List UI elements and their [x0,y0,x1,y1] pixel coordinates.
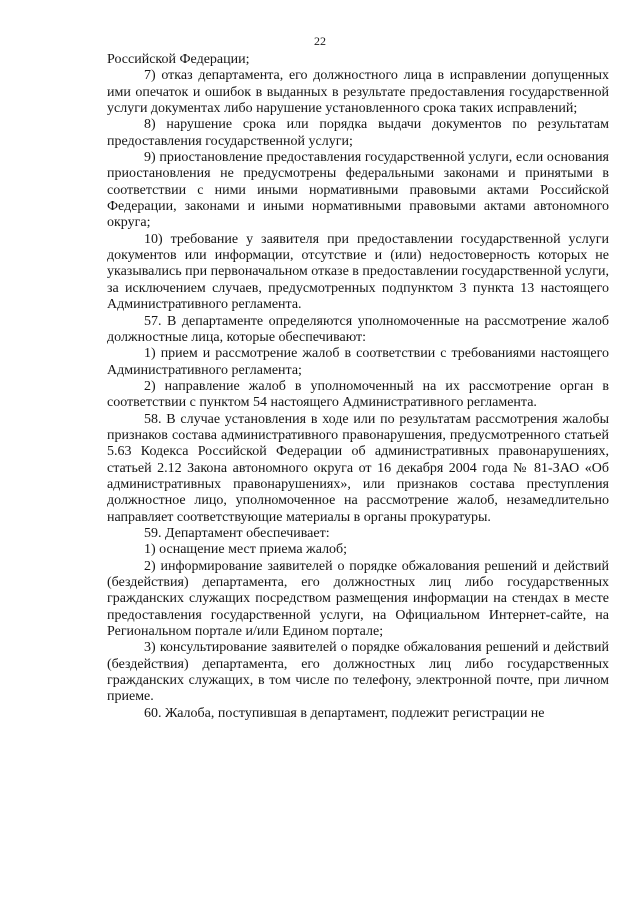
page-number: 22 [314,34,326,48]
paragraph-continuation: Российской Федерации; [107,52,250,67]
paragraph-57-item-2: 2) направление жалоб в уполномоченный на их рассмотрение орган в соответствии с пунктом 54 настоящего Административного регламента. [107,378,609,411]
paragraph-item-10: 10) требование у заявителя при предоставлении государственной услуги документов или информации, отсутствие и (или) недостоверность которых не указывались при первоначальном отказе в предоставлении государственной услуги, за исключением случаев, предусмотренных подпунктом 3 пункта 13 настоящего Административного регламента. [107,231,609,313]
document-body [107,52,609,722]
paragraph-section-59: 59. Департамент обеспечивает: [144,525,330,541]
paragraph-59-item-3: 3) консультирование заявителей о порядке обжалования решений и действий (бездействия) департамента, его должностных лиц либо государственных гражданских служащих, в том числе по телефону, электронной почте, при личном приеме. [107,640,609,705]
paragraph-section-60: 60. Жалоба, поступившая в департамент, подлежит регистрации не [144,705,545,721]
paragraph-section-58: 58. В случае установления в ходе или по результатам рассмотрения жалобы признаков состава административного правонарушения, предусмотренного статьей 5.63 Кодекса Российской Федерации об административных правонарушениях, статьей 2.12 Закона автономного округа от 16 декабря 2004 года № 81-ЗАО «Об административных правонарушениях», или признаков состава преступления должностное лицо, уполномоченное на рассмотрение жалоб, незамедлительно направляет соответствующие материалы в органы прокуратуры. [107,411,609,525]
paragraph-section-57: 57. В департаменте определяются уполномоченные на рассмотрение жалоб должностные лица, которые обеспечивают: [107,313,609,345]
paragraph-item-9: 9) приостановление предоставления государственной услуги, если основания приостановления не предусмотрены федеральными законами и принятыми в соответствии с ними иными нормативными правовыми актами Российской Федерации, законами и иными нормативными правовыми актами автономного округа; [107,150,609,231]
paragraph-item-8: 8) нарушение срока или порядка выдачи документов по результатам предоставления государственной услуги; [107,117,609,149]
paragraph-57-item-1: 1) прием и рассмотрение жалоб в соответствии с требованиями настоящего Административного регламента; [107,346,609,378]
paragraph-59-item-1: 1) оснащение мест приема жалоб; [144,542,348,558]
paragraph-59-item-2: 2) информирование заявителей о порядке обжалования решений и действий (бездействия) департамента, его должностных лиц либо государственных гражданских служащих посредством размещения информации на стендах в месте предоставления государственной услуги, на Официальном Интернет-сайте, на Региональном портале и/или Едином портале; [107,558,609,640]
paragraph-item-7: 7) отказ департамента, его должностного лица в исправлении допущенных ими опечаток и ошибок в выданных в результате предоставления государственной услуги документах либо нарушение установленного срока таких исправлений; [107,68,609,117]
